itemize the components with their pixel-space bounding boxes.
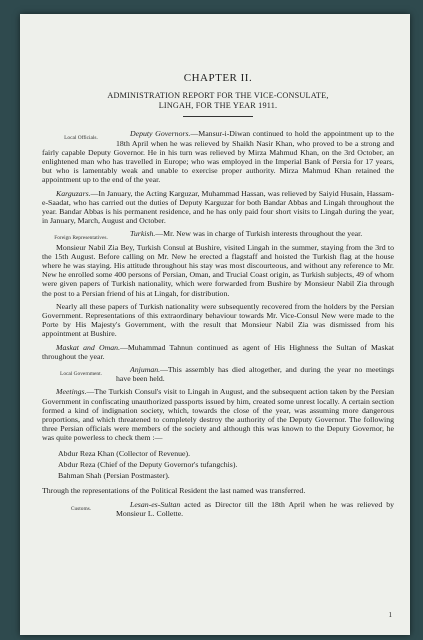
page-mark: 1 <box>388 611 392 619</box>
customs-text: acted as Director till the 18th April when he was relieved by Monsieur L. Collette. <box>116 499 394 518</box>
karguzars-paragraph <box>42 189 394 226</box>
side-note-foreign-representatives: Foreign Representatives. <box>54 235 108 242</box>
list-item: Bahman Shah (Persian Postmaster). <box>58 471 170 481</box>
deputy-governors-text: —Mansur-i-Diwan continued to hold the appointment up to the 18th April when he was relieved by Shaikh Nasir Khan, who proved to be a strong and fairly capable Deputy Governor. He in his turn was relieved by Mirza Mahmud Khan, on the 3rd October, an enlightened man who has travelled in Europe; who was employed in the Imperial Bank of Persia for 17 years, but who is lamentably weak and unable to exercise proper authority. Mirza Mahmud Khan retained the appointment up to the end of the year. <box>42 129 394 185</box>
customs-paragraph <box>42 500 394 518</box>
heading-line-1: ADMINISTRATION REPORT FOR THE VICE-CONSULATE, <box>107 91 329 101</box>
side-note-customs: Customs. <box>70 505 92 512</box>
heading-rule <box>183 116 253 117</box>
maskat-title: Maskat and Oman. <box>56 342 121 352</box>
deputy-governors-paragraph <box>42 129 394 184</box>
turkish-paragraph <box>42 229 394 242</box>
document-page <box>20 14 410 635</box>
side-note-local-government: Local Government. <box>60 371 102 378</box>
karguzars-text: —In January, the Acting Karguzar, Muhammad Hassan, was relieved by Saiyid Husain, Hassam-e-Saadat, who has carried out the duties of Deputy Karguzar for both Bandar Abbas and Lingah throughout the year. Bandar Abbas is his permanent residence, and he has only paid four short visits to Lingah during the year, in January, March, August and October. <box>42 188 394 226</box>
side-note-local-officials: Local Officials. <box>64 135 98 142</box>
anjuman-paragraph <box>42 365 394 383</box>
customs-title: Lesan-es-Sultan <box>130 499 181 509</box>
papers-recovered-paragraph: Nearly all these papers of Turkish nationality were subsequently recovered from the holders by the Persian Government. Representations of this extraordinary behaviour towards Mr. Vice-Consul New were made to the Porte by His Majesty's Government, with the result that Monsieur Nabil Zia was dismissed from his appointment at Bushire. <box>42 301 394 339</box>
anjuman-text: —This assembly has died altogether, and during the year no meetings have been held. <box>116 365 394 384</box>
heading-line-2: LINGAH, FOR THE YEAR 1911. <box>158 100 278 110</box>
karguzars-title: Karguzars. <box>56 188 91 198</box>
deputy-governors-title: Deputy Governors. <box>130 129 191 139</box>
meetings-paragraph <box>42 387 394 442</box>
report-heading <box>42 91 394 110</box>
page-content <box>42 74 394 522</box>
turkish-title: Turkish. <box>130 229 156 239</box>
anjuman-title: Anjuman. <box>130 365 161 375</box>
chapter-title: CHAPTER II. <box>183 72 253 84</box>
list-item: Abdur Reza (Chief of the Deputy Governor's tufangchis). <box>58 459 238 469</box>
society-members-list <box>58 449 394 481</box>
maskat-text: —Muhammad Tahnun continued as agent of His Highness the Sultan of Maskat throughout the year. <box>42 342 395 361</box>
meetings-title: Meetings. <box>56 387 87 397</box>
meetings-text: —The Turkish Consul's visit to Lingah in August, and the subsequent action taken by the Persian Government in confiscating unauthorized passports issued by him, created some unrest locally. A certain section formed a kind of indignation society, which, towards the close of the year, was assuming more dangerous proportions, and which threatened to completely destroy the authority of the Deputy Governor. The following three Persian officials were members of the society and although this was known to the Deputy Governor, he was quite powerless to check them :— <box>42 387 394 443</box>
maskat-paragraph <box>42 343 394 361</box>
list-item: Abdur Reza Khan (Collector of Revenue). <box>58 448 191 458</box>
turkish-text: —Mr. New was in charge of Turkish interests throughout the year. <box>155 229 363 239</box>
nabil-zia-paragraph: Monsieur Nabil Zia Bey, Turkish Consul at Bushire, visited Lingah in the summer, staying from the 3rd to the 15th August. Before calling on Mr. New he erected a flagstaff and hoisted the Turkish flag at the house where he was staying. His attitude throughout his stay was most discourteous, and without any reference to Mr. New he enrolled some 400 persons of Persian, Oman, and Trucial Coast origin, as Turkish subjects, 49 of whom were given papers of Turkish nationality, which were forwarded from Bushire by Monsieur Nabil Zia through the post to a Persian friend of his at Lingah, for distribution. <box>42 242 394 298</box>
transfer-paragraph: Through the representations of the Political Resident the last named was transferred. <box>42 486 306 496</box>
